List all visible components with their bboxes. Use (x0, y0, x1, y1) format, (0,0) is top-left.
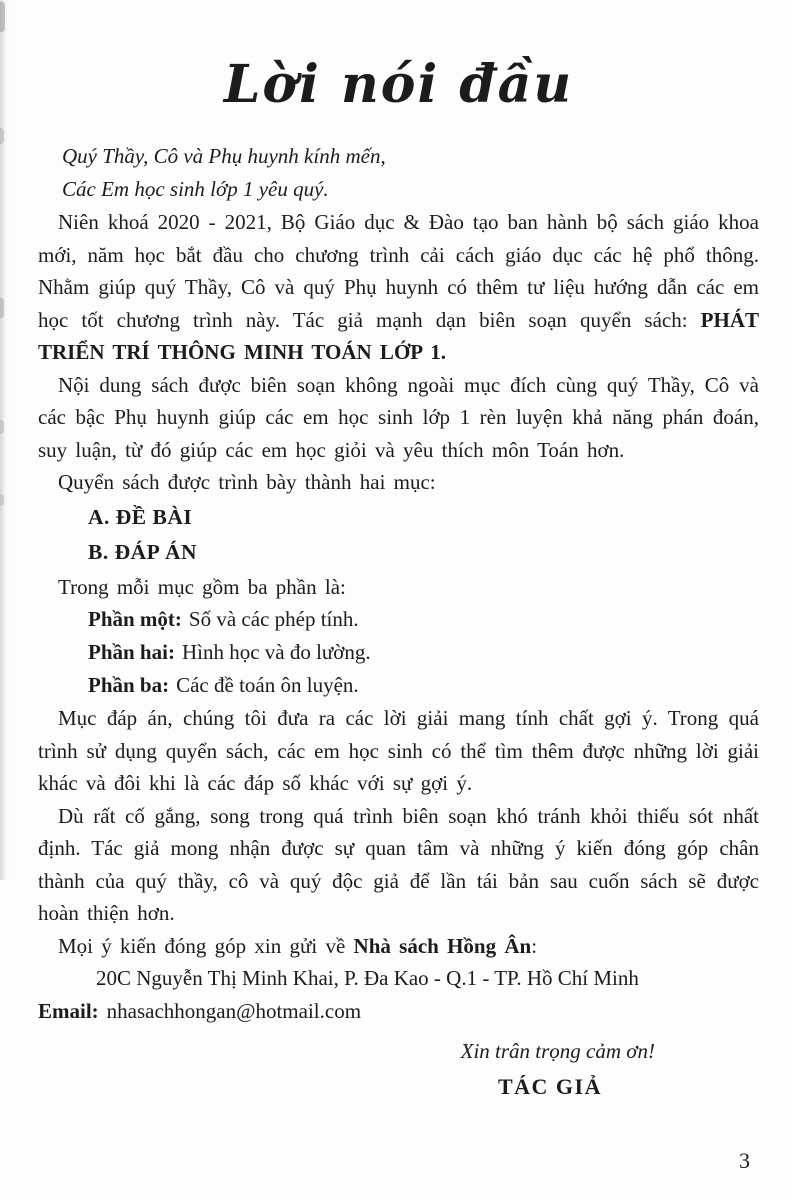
address-line: 20C Nguyễn Thị Minh Khai, P. Đa Kao - Q.1 - TP. Hồ Chí Minh (96, 966, 639, 990)
paragraph-purpose: Nội dung sách được biên soạn không ngoài mục đích cùng quý Thầy, Cô và các bậc Phụ huynh giúp các em học sinh lớp 1 rèn luyện khả năng phán đoán, suy luận, từ đó giúp các em học giỏi và yêu thích môn Toán hơn. (38, 372, 759, 462)
paragraph-introduction-text: Niên khoá 2020 - 2021, Bộ Giáo dục & Đào tạo ban hành bộ sách giáo khoa mới, năm học bắt đầu cho chương trình cải cách giáo dục các hệ phổ thông. Nhằm giúp quý Thầy, Cô và quý Phụ huynh có thêm tư liệu hướng dẫn các em học tốt chương trình này. Tác giả mạnh dạn biên soạn quyển sách: (38, 210, 759, 332)
section-a-heading: A. ĐỀ BÀI (88, 504, 193, 529)
part-three-item (38, 669, 759, 702)
scan-artifact (0, 420, 4, 434)
store-name: Nhà sách Hồng Ân (353, 933, 532, 958)
thanks-line: Xin trân trọng cảm ơn! (460, 1039, 655, 1063)
salutation-line-2: Các Em học sinh lớp 1 yêu quý. (62, 177, 329, 201)
parts-intro: Trong mỗi mục gồm ba phần là: (58, 574, 346, 599)
part-one-text: Số và các phép tính. (188, 607, 359, 631)
contact-pre-text: Mọi ý kiến đóng góp xin gửi về (58, 933, 354, 958)
part-one-label: Phần một: (88, 607, 182, 631)
salutation-line-1: Quý Thầy, Cô và Phụ huynh kính mến, (62, 144, 386, 168)
page-number: 3 (739, 1148, 750, 1173)
sections-intro: Quyển sách được trình bày thành hai mục: (58, 470, 436, 494)
contact-line (38, 930, 759, 963)
email-label: Email: (38, 998, 99, 1023)
book-title: PHÁT TRIỂN TRÍ THÔNG MINH TOÁN LỚP 1. (38, 307, 759, 364)
paragraph-apology: Dù rất cố gắng, song trong quá trình biên soạn khó tránh khỏi thiếu sót nhất định. Tác giả mong nhận được sự quan tâm và những ý kiến đóng góp chân thành của quý thầy, cô và quý độc giả để lần tái bản sau cuốn sách sẽ được hoàn thiện hơn. (38, 803, 759, 925)
page-title: Lời nói đầu (223, 54, 574, 115)
part-two-item (38, 636, 759, 669)
scan-edge-shadow (0, 0, 10, 880)
part-two-text: Hình học và đo lường. (181, 640, 371, 664)
author-signature: TÁC GIẢ (497, 1074, 602, 1099)
email-value: nhasachhongan@hotmail.com (106, 998, 362, 1023)
page-content (38, 50, 759, 1103)
section-b-heading: B. ĐÁP ÁN (88, 539, 198, 564)
part-three-text: Các đề toán ôn luyện. (176, 673, 359, 697)
contact-suffix: : (531, 933, 538, 958)
part-two-label: Phần hai: (88, 640, 175, 664)
paragraph-answers-note: Mục đáp án, chúng tôi đưa ra các lời giải mang tính chất gợi ý. Trong quá trình sử dụng quyển sách, các em học sinh có thể tìm thêm được những lời giải khác và đôi khi là các đáp số khác với sự gợi ý. (38, 706, 759, 795)
scan-artifact (0, 2, 5, 32)
paragraph-introduction (38, 206, 759, 369)
email-line (38, 995, 759, 1028)
scan-artifact (0, 298, 4, 318)
scan-artifact (0, 494, 4, 506)
scan-artifact (0, 128, 4, 144)
part-three-label: Phần ba: (88, 673, 170, 697)
part-one-item (38, 603, 759, 636)
